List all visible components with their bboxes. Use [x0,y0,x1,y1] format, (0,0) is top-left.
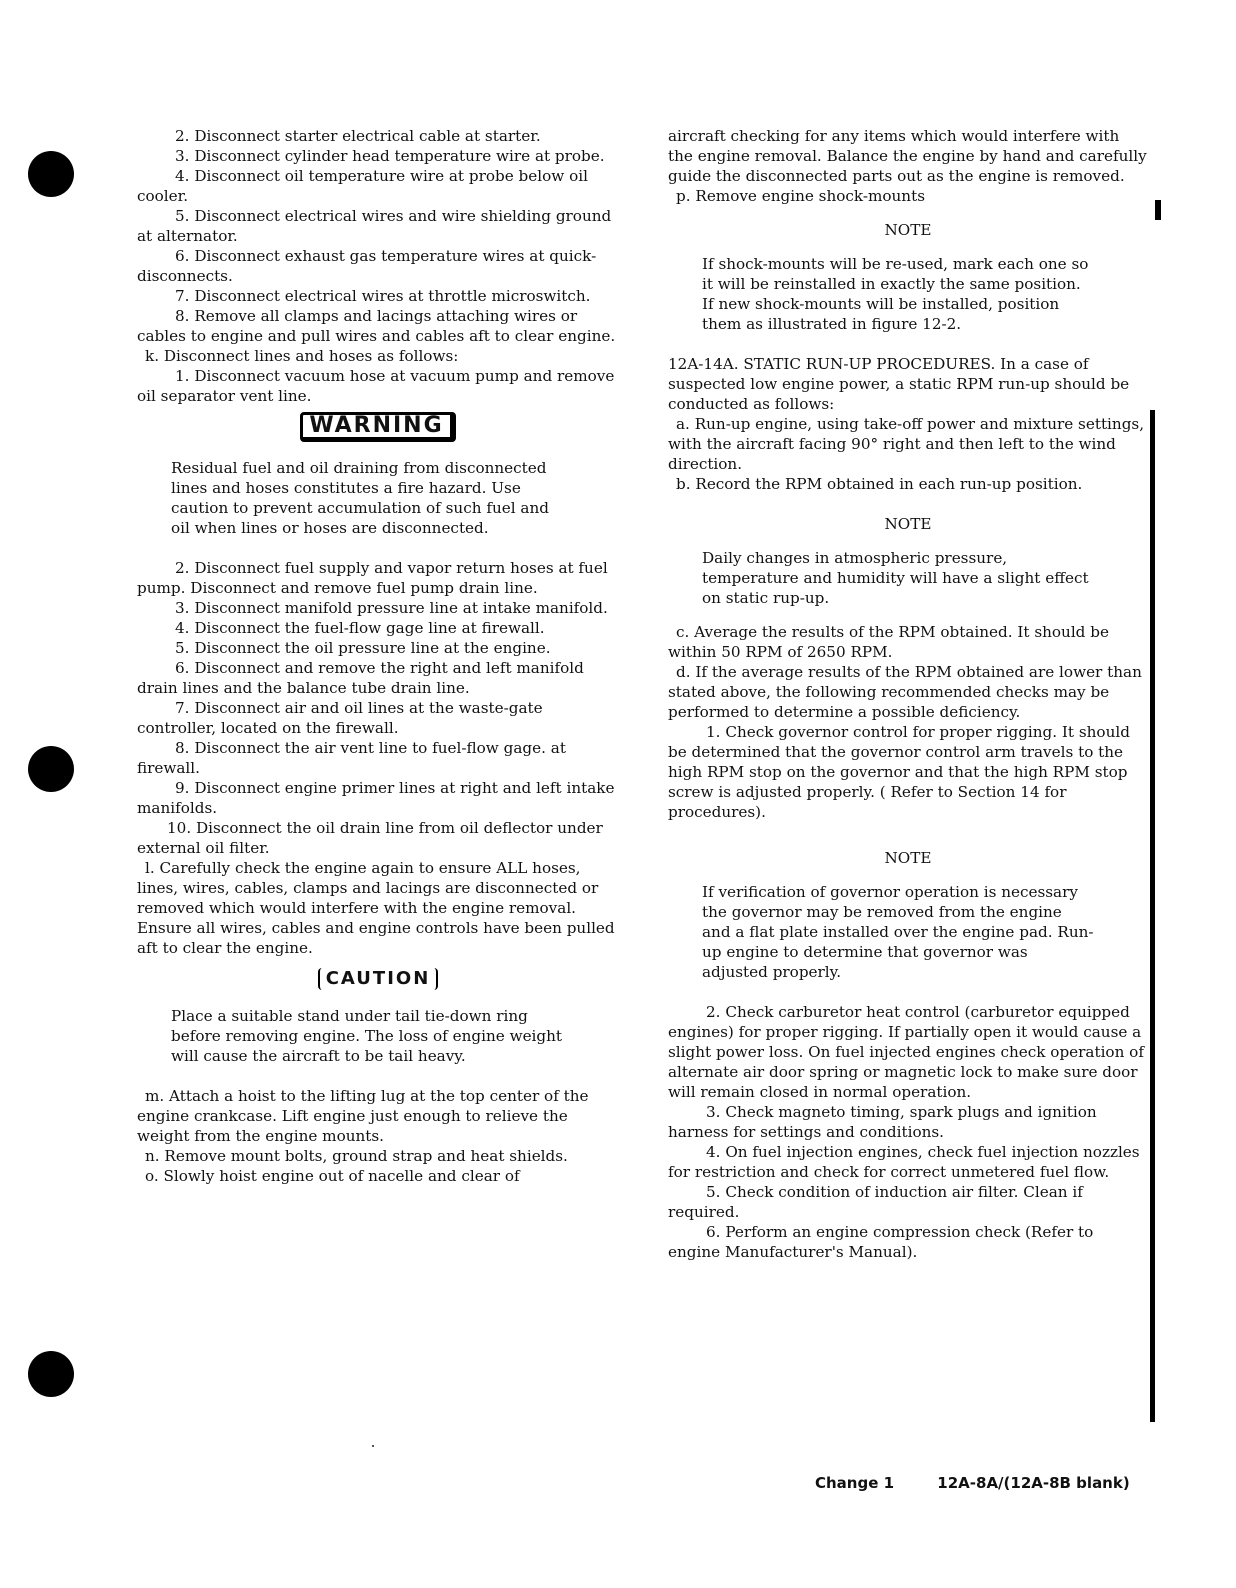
step-d5: 5. Check condition of induction air filter. Clean if required. [668,1183,1083,1221]
step-k2: 2. Disconnect fuel supply and vapor return hoses at fuel pump. Disconnect and remove fuel pump drain line. [137,559,608,597]
step-j8: 8. Remove all clamps and lacings attaching wires or cables to engine and pull wires and cables aft to clear engine. [137,307,616,345]
step-j7: 7. Disconnect electrical wires at throttle microswitch. [175,287,591,305]
step-d: d. If the average results of the RPM obtained are lower than stated above, the following recommended checks may be performed to determine a possible deficiency. [668,663,1142,721]
right-column [668,126,1148,1262]
step-b: b. Record the RPM obtained in each run-up position. [676,475,1083,493]
step-k9: 9. Disconnect engine primer lines at right and left intake manifolds. [137,779,615,817]
step-a: a. Run-up engine, using take-off power and mixture settings, with the aircraft facing 90° right and then left to the wind direction. [668,415,1145,473]
note-1-text: If shock-mounts will be re-used, mark each one so it will be reinstalled in exactly the same position. If new shock-mounts will be installed, position them as illustrated in figure 12-2. [702,255,1089,333]
step-j2: 2. Disconnect starter electrical cable at starter. [175,127,541,145]
step-k7: 7. Disconnect air and oil lines at the waste-gate controller, located on the firewall. [137,699,543,737]
note-2-text: Daily changes in atmospheric pressure, temperature and humidity will have a slight effect on static rup-up. [702,549,1089,607]
note-3-title: NOTE [884,849,932,867]
step-k5: 5. Disconnect the oil pressure line at the engine. [175,639,551,657]
step-l: l. Carefully check the engine again to ensure ALL hoses, lines, wires, cables, clamps and lacings are disconnected or removed which would interfere with the engine removal. Ensure all wires, cables and engine controls have been pulled aft to clear the engine. [137,859,615,957]
page-footer [815,1474,1130,1492]
caution-label: CAUTION [318,968,439,990]
note-1-title: NOTE [884,221,932,239]
step-j6: 6. Disconnect exhaust gas temperature wires at quick-disconnects. [137,247,597,285]
warning-header [137,412,619,442]
scan-speck [372,1445,374,1447]
step-c: c. Average the results of the RPM obtained. It should be within 50 RPM of 2650 RPM. [668,623,1109,661]
step-k10: 10. Disconnect the oil drain line from oil deflector under external oil filter. [137,819,603,857]
left-column [137,126,619,1186]
step-k1: 1. Disconnect vacuum hose at vacuum pump and remove oil separator vent line. [137,367,615,405]
warning-label: WARNING [300,412,455,442]
step-j4: 4. Disconnect oil temperature wire at probe below oil cooler. [137,167,588,205]
binder-hole-bottom [28,1351,74,1397]
binder-hole-top [28,151,74,197]
step-j3: 3. Disconnect cylinder head temperature wire at probe. [175,147,605,165]
change-bar-long [1150,410,1155,1422]
step-k6: 6. Disconnect and remove the right and left manifold drain lines and the balance tube drain line. [137,659,584,697]
step-m: m. Attach a hoist to the lifting lug at the top center of the engine crankcase. Lift engine just enough to relieve the weight from the engine mounts. [137,1087,589,1145]
change-number: Change 1 [815,1474,895,1492]
step-o: o. Slowly hoist engine out of nacelle and clear of [145,1167,520,1185]
binder-hole-middle [28,746,74,792]
step-j5: 5. Disconnect electrical wires and wire shielding ground at alternator. [137,207,612,245]
change-bar-top [1155,200,1161,220]
step-d6: 6. Perform an engine compression check (Refer to engine Manufacturer's Manual). [668,1223,1094,1261]
step-d4: 4. On fuel injection engines, check fuel injection nozzles for restriction and check for correct unmetered fuel flow. [668,1143,1140,1181]
warning-text: Residual fuel and oil draining from disconnected lines and hoses constitutes a fire hazard. Use caution to prevent accumulation of such fuel and oil when lines or hoses are disconnected. [171,459,549,537]
note-3-text: If verification of governor operation is necessary the governor may be removed from the engine and a flat plate installed over the engine pad. Run-up engine to determine that governor was adjusted properly. [702,883,1094,981]
step-d1: 1. Check governor control for proper rigging. It should be determined that the governor control arm travels to the high RPM stop on the governor and that the high RPM stop screw is adjusted properly. ( Refer to Section 14 for procedures). [668,723,1130,821]
note-2-title: NOTE [884,515,932,533]
step-k: k. Disconnect lines and hoses as follows: [145,347,459,365]
caution-header [137,968,619,990]
section-12a-14a: 12A-14A. STATIC RUN-UP PROCEDURES. In a case of suspected low engine power, a static RPM run-up should be conducted as follows: [668,355,1130,413]
step-k3: 3. Disconnect manifold pressure line at intake manifold. [175,599,608,617]
page-number: 12A-8A/(12A-8B blank) [937,1474,1130,1492]
step-n: n. Remove mount bolts, ground strap and heat shields. [145,1147,568,1165]
step-k8: 8. Disconnect the air vent line to fuel-flow gage. at firewall. [137,739,566,777]
caution-text: Place a suitable stand under tail tie-down ring before removing engine. The loss of engine weight will cause the aircraft to be tail heavy. [171,1007,563,1065]
step-p: p. Remove engine shock-mounts [676,187,925,205]
step-d3: 3. Check magneto timing, spark plugs and ignition harness for settings and conditions. [668,1103,1097,1141]
step-d2: 2. Check carburetor heat control (carburetor equipped engines) for proper rigging. If partially open it would cause a slight power loss. On fuel injected engines check operation of alternate air door spring or magnetic lock to make sure door will remain closed in normal operation. [668,1003,1144,1101]
step-k4: 4. Disconnect the fuel-flow gage line at firewall. [175,619,545,637]
step-o-continued: aircraft checking for any items which would interfere with the engine removal. Balance the engine by hand and carefully guide the disconnected parts out as the engine is removed. [668,127,1147,185]
